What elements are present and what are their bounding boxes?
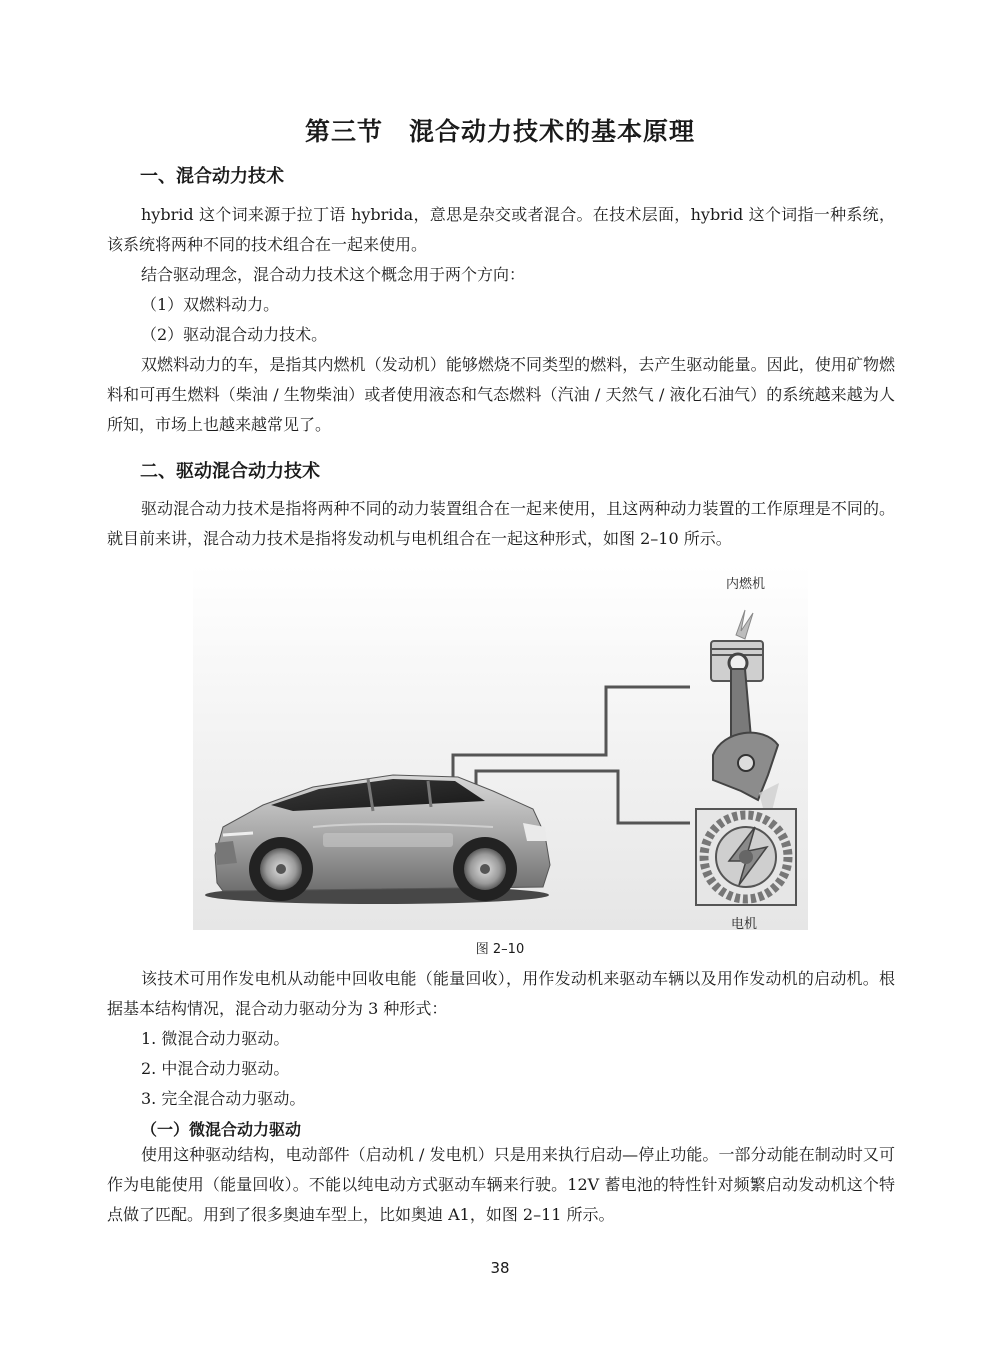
section-heading-drive-hybrid: 二、驱动混合动力技术	[140, 461, 320, 482]
list-item-mild-hybrid: 2. 中混合动力驱动。	[141, 1059, 290, 1078]
label-motor: 电机	[731, 917, 758, 932]
paragraph-drive-hybrid-def: 驱动混合动力技术是指将两种不同的动力装置组合在一起来使用，且这两种动力装置的工作原理是不同的。就目前来讲，混合动力技术是指将发动机与电机组合在一起这种形式，如图 2–10 所示。	[107, 499, 895, 548]
paragraph-drive-concept: 结合驱动理念，混合动力技术这个概念用于两个方向：	[141, 265, 526, 284]
list-item-dual-fuel: （1）双燃料动力。	[141, 295, 280, 314]
subheading-micro-hybrid: （一）微混合动力驱动	[141, 1120, 302, 1139]
paragraph-hybrid-origin: hybrid 这个词来源于拉丁语 hybrida，意思是杂交或者混合。在技术层面，hybrid 这个词指一种系统，该系统将两种不同的技术组合在一起来使用。	[107, 205, 895, 254]
paragraph-dual-fuel: 双燃料动力的车，是指其内燃机（发动机）能够燃烧不同类型的燃料，去产生驱动能量。因此，使用矿物燃料和可再生燃料（柴油 / 生物柴油）或者使用液态和气态燃料（汽油 / 天然气 / 液化石油气）的系统越来越为人所知，市场上也越来越常见了。	[107, 355, 895, 434]
paragraph-technology-uses: 该技术可用作发电机从动能中回收电能（能量回收），用作发动机来驱动车辆以及用作发动机的启动机。根据基本结构情况，混合动力驱动分为 3 种形式：	[107, 969, 895, 1018]
page-number: 38	[490, 1259, 510, 1277]
figure-hybrid-drive	[193, 565, 808, 930]
figure-caption: 图 2–10	[475, 942, 525, 957]
page-title: 第三节 混合动力技术的基本原理	[304, 117, 695, 146]
list-item-drive-hybrid: （2）驱动混合动力技术。	[141, 325, 328, 344]
list-item-micro-hybrid: 1. 微混合动力驱动。	[141, 1029, 290, 1048]
paragraph-micro-hybrid: 使用这种驱动结构，电动部件（启动机 / 发电机）只是用来执行启动—停止功能。一部分动能在制动时又可作为电能使用（能量回收）。不能以纯电动方式驱动车辆来行驶。12V 蓄电池的特性针对频繁启动发动机这个特点做了匹配。用到了很多奥迪车型上，比如奥迪 A1，如图 2–11 所示。	[107, 1145, 895, 1224]
section-heading-hybrid-tech: 一、混合动力技术	[140, 166, 284, 187]
figure-illustration	[193, 565, 808, 930]
motor-illustration	[696, 809, 796, 905]
label-engine: 内燃机	[726, 577, 766, 592]
list-item-full-hybrid: 3. 完全混合动力驱动。	[141, 1089, 306, 1108]
